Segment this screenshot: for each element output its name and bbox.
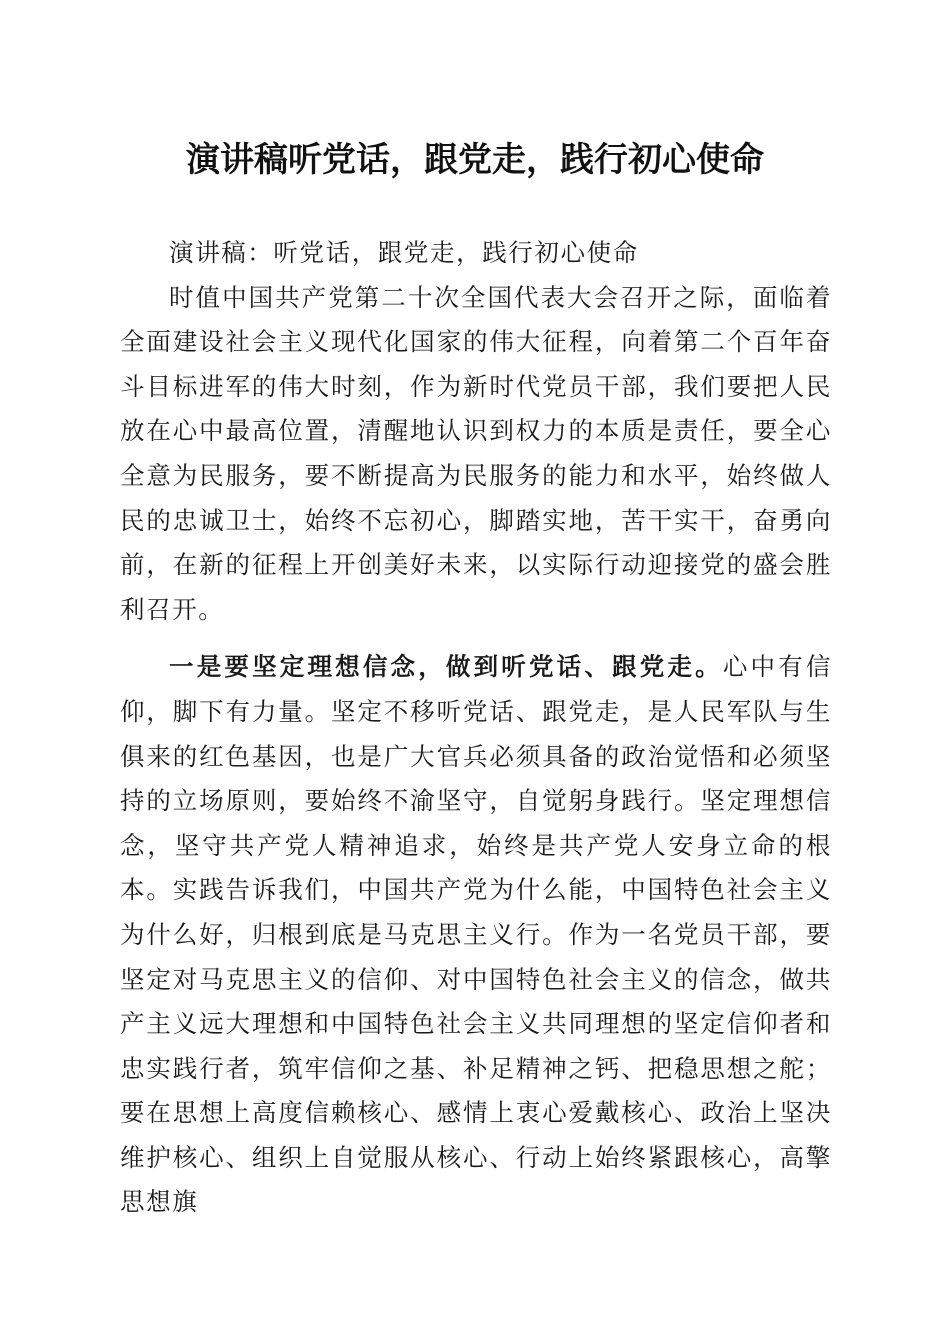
document-subtitle: 演讲稿：听党话，跟党走，践行初心使命 bbox=[169, 238, 639, 267]
paragraph-point-one-body: 心中有信仰，脚下有力量。坚定不移听党话、跟党走，是人民军队与生俱来的红色基因，也是广大官兵必须具备的政治觉悟和必须坚持的立场原则，要始终不渝坚守，自觉躬身践行。坚定理想信念，坚守共产党人精神追求，始终是共产党人安身立命的根本。实践告诉我们，中国共产党为什么能，中国特色社会主义为什么好，归根到底是马克思主义行。作为一名党员干部，要坚定对马克思主义的信仰、对中国特色社会主义的信念，做共产主义远大理想和中国特色社会主义共同理想的坚定信仰者和忠实践行者，筑牢信仰之基、补足精神之钙、把稳思想之舵；要在思想上高度信赖核心、感情上衷心爱戴核心、政治上坚决维护核心、组织上自觉服从核心、行动上始终紧跟核心，高擎思想旗 bbox=[120, 652, 833, 1217]
paragraph-point-one bbox=[120, 645, 832, 1225]
document-body bbox=[120, 231, 832, 1225]
document-title: 演讲稿听党话，跟党走，践行初心使命 bbox=[186, 140, 764, 180]
paragraph-point-one-lead: 一是要坚定理想信念，做到听党话、跟党走。 bbox=[169, 652, 723, 682]
paragraph-intro: 时值中国共产党第二十次全国代表大会召开之际，面临着全面建设社会主义现代化国家的伟大征程，向着第二个百年奋斗目标进军的伟大时刻，作为新时代党员干部，我们要把人民放在心中最高位置，清醒地认识到权力的本质是责任，要全心全意为民服务，要不断提高为民服务的能力和水平，始终做人民的忠诚卫士，始终不忘初心，脚踏实地，苦干实干，奋勇向前，在新的征程上开创美好未来，以实际行动迎接党的盛会胜利召开。 bbox=[120, 282, 832, 624]
